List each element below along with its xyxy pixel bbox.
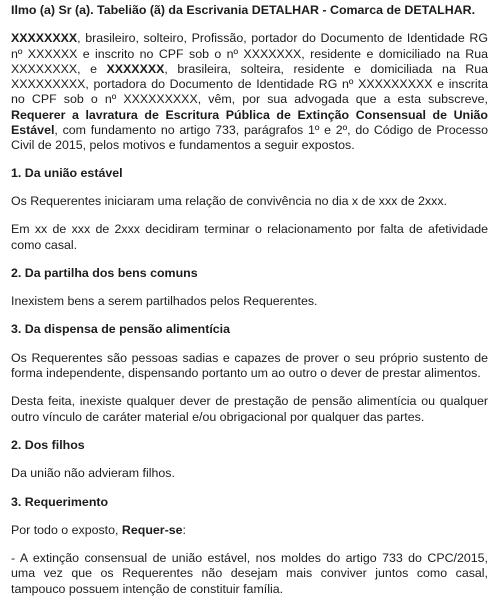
section-paragraph: Os Requerentes iniciaram uma relação de convivência no dia x de xxx de 2xxx. [11,193,447,208]
closing-lead-text: Por todo o exposto, [11,522,122,537]
party-two-details: , brasileira, solteira, residente e domiciliada na Rua XXXXXXXXX, portadora do Documento de Identidade RG nº XXXXXXXXX e inscrita no CPF sob o nº XXXXXXXXX, vêm, por sua advogada que a esta subscreve, [11,61,488,107]
section-paragraph: Da união não advieram filhos. [11,466,175,481]
closing-lead-end: : [182,522,186,537]
request-item: - A extinção consensual de união estável, nos moldes do artigo 733 do CPC/2015, uma vez que os Requerentes não desejam mais conviver juntos como casal, tampouco possuem intenção de constituir família. [11,551,488,596]
section-paragraph: Os Requerentes são pessoas sadias e capazes de prover o seu próprio sustento de forma independente, dispensando portanto um ao outro o dever de prestar alimentos. [11,350,488,381]
party-two-name: XXXXXXX [106,61,165,76]
section-heading: 3. Da dispensa de pensão alimentícia [11,322,230,337]
intro-paragraph [11,31,488,153]
party-one-details: , brasileiro, solteiro, Profissão, portador do Documento de Identidade RG nº XXXXXX e inscrito no CPF sob o nº XXXXXXX, residente e domiciliado na Rua XXXXXXXX, e [11,31,488,76]
closing-lead-bold: Requer-se [121,522,183,537]
section-heading: 1. Da união estável [11,165,123,180]
legal-basis: , com fundamento no artigo 733, parágrafos 1º e 2º, do Código de Processo Civil de 2015, pelos motivos e fundamentos a seguir expostos. [11,123,488,153]
document-title: Ilmo (a) Sr (a). Tabelião (ã) da Escrivania DETALHAR - Comarca de DETALHAR. [11,3,476,17]
section-paragraph: Inexistem bens a serem partilhados pelos Requerentes. [11,294,318,309]
section-heading: 2. Dos filhos [11,437,85,452]
section-paragraph: Desta feita, inexiste qualquer dever de prestação de pensão alimentícia ou qualquer outro vínculo de caráter material e/ou obrigacional por qualquer das partes. [11,394,488,424]
section-heading: 3. Requerimento [11,494,109,509]
request-statement: Requerer a lavratura de Escritura Pública de Extinção Consensual de União Estável [11,107,488,138]
section-heading: 2. Da partilha dos bens comuns [11,265,198,280]
closing-lead [11,523,488,538]
section-paragraph: Em xx de xxx de 2xxx decidiram terminar o relacionamento por falta de afetividade como casal. [11,222,488,252]
party-one-name: XXXXXXXX [11,31,78,46]
